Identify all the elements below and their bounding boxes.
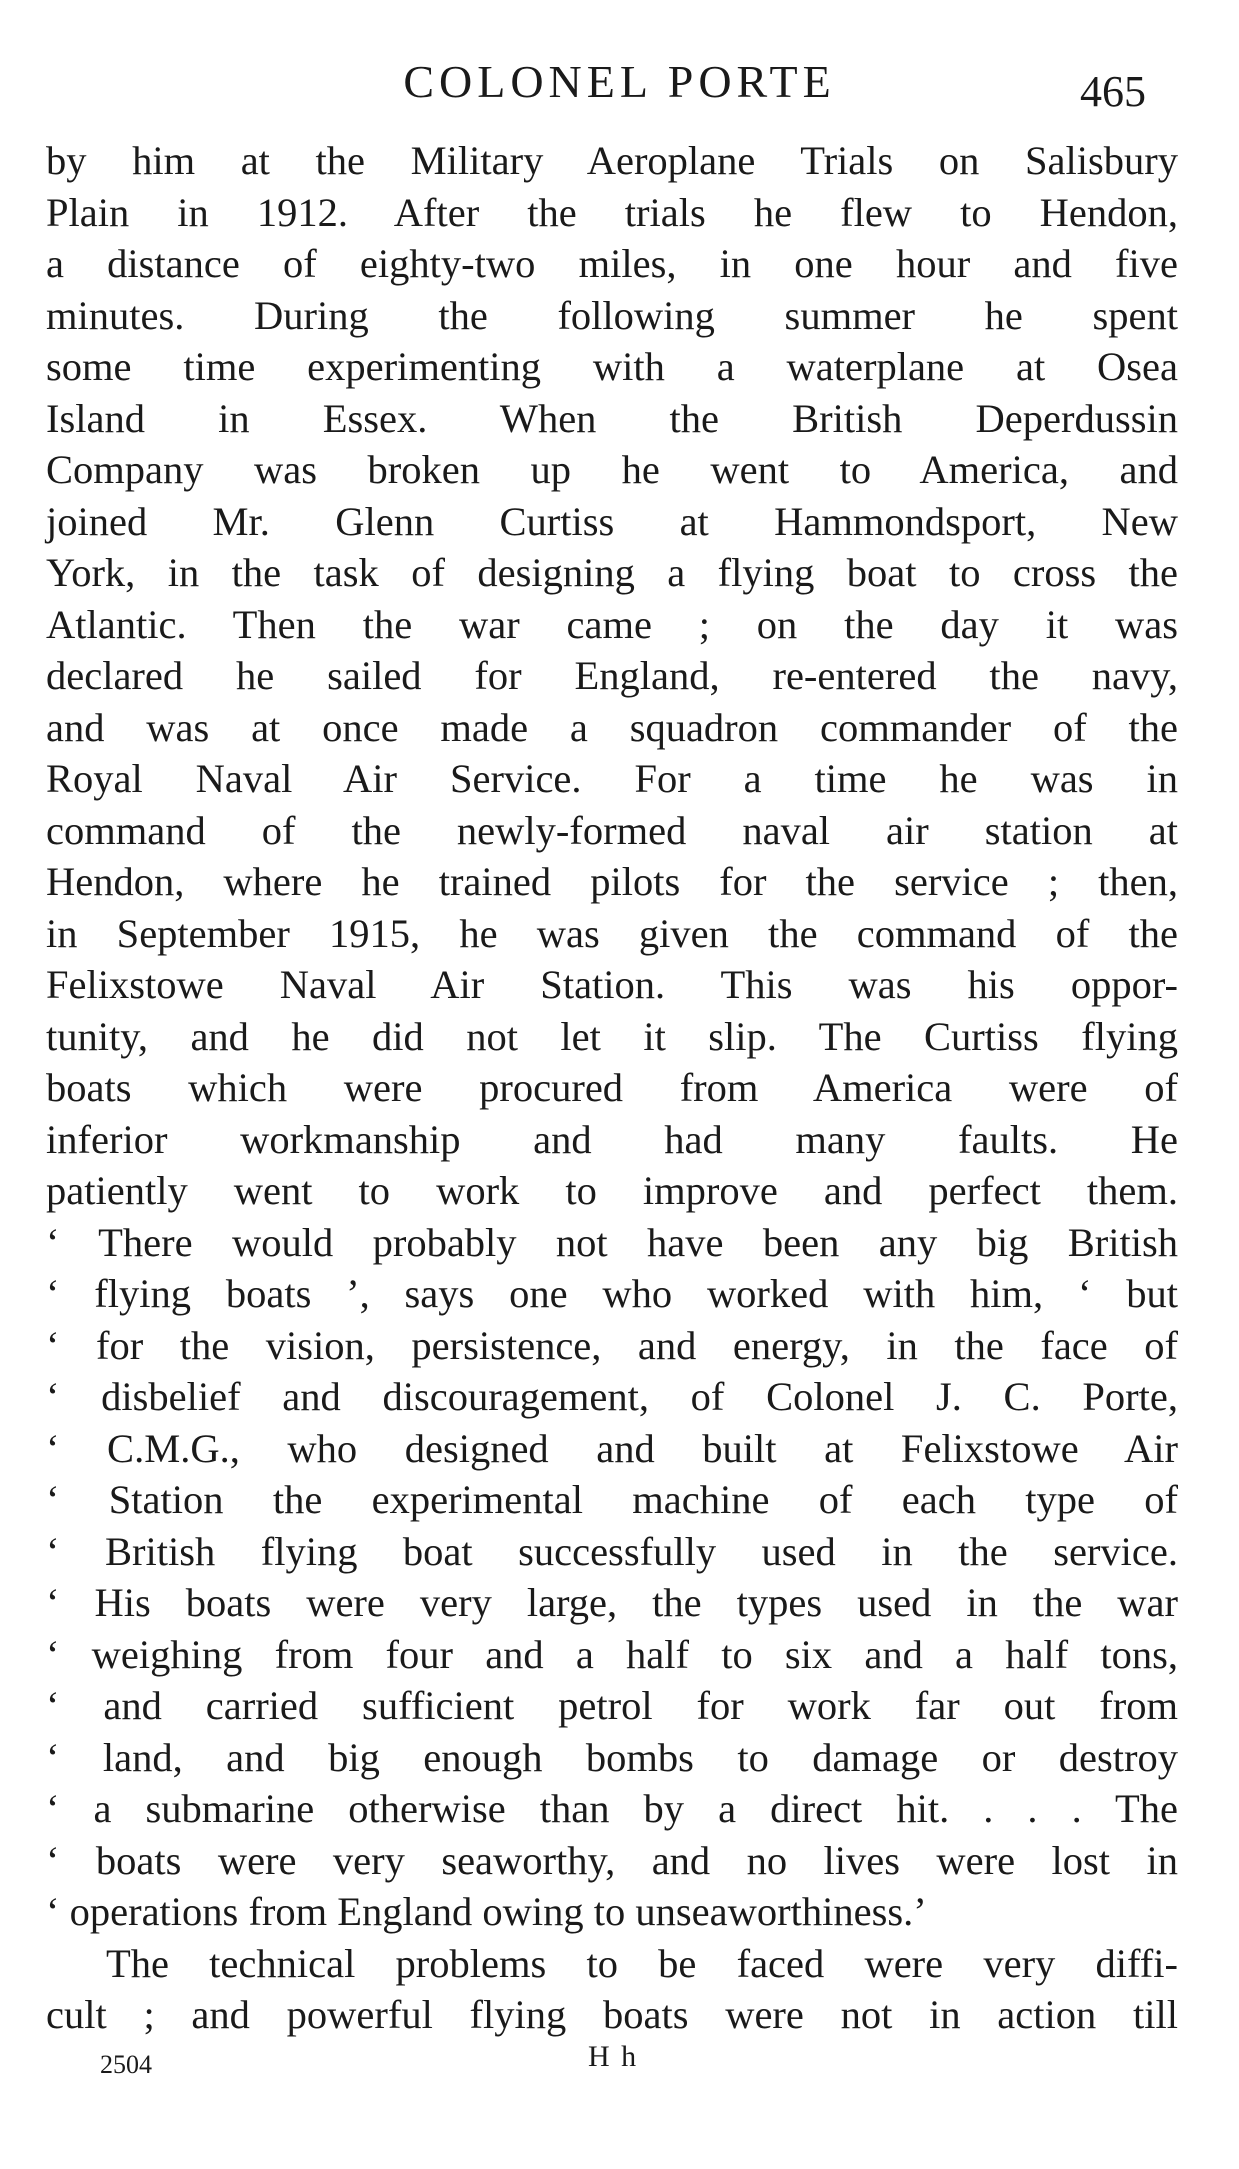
text-line: ‘ British flying boat successfully used in the service. xyxy=(46,1528,1178,1574)
page-header xyxy=(0,52,1239,116)
text-line: ‘ for the vision, persistence, and energy, in the face of xyxy=(46,1322,1178,1368)
gathering-mark: H h xyxy=(588,2040,639,2073)
text-line: York, in the task of designing a flying boat to cross the xyxy=(46,550,1178,595)
text-line: in September 1915, he was given the command of the xyxy=(46,910,1178,956)
text-line: Atlantic. Then the war came ; on the day it was xyxy=(46,601,1178,647)
text-line: ‘ flying boats ’, says one who worked with him, ‘ but xyxy=(46,1271,1178,1316)
page-footer xyxy=(0,2040,1239,2090)
text-line: joined Mr. Glenn Curtiss at Hammondsport, New xyxy=(46,498,1178,544)
printer-signature: 2504 xyxy=(100,2050,152,2079)
text-line: declared he sailed for England, re-entered the navy, xyxy=(46,653,1178,698)
text-line: ‘ Station the experimental machine of each type of xyxy=(46,1477,1178,1522)
text-line: ‘ and carried sufficient petrol for work far out from xyxy=(46,1683,1178,1728)
text-line: ‘ weighing from four and a half to six and a half tons, xyxy=(46,1631,1178,1677)
text-line: inferior workmanship and had many faults. He xyxy=(46,1116,1178,1162)
text-line: tunity, and he did not let it slip. The Curtiss flying xyxy=(46,1013,1178,1059)
paragraph-first-line: The technical problems to be faced were very diffi- xyxy=(106,1940,1178,1986)
text-line: a distance of eighty-two miles, in one hour and five xyxy=(46,241,1178,286)
text-line: by him at the Military Aeroplane Trials on Salisbury xyxy=(46,138,1178,183)
text-line: Plain in 1912. After the trials he flew to Hendon, xyxy=(46,189,1178,235)
text-line: ‘ operations from England owing to unseaworthiness.’ xyxy=(46,1889,927,1934)
text-line: Company was broken up he went to America, and xyxy=(46,447,1178,492)
text-line: ‘ C.M.G., who designed and built at Felixstowe Air xyxy=(46,1425,1178,1471)
text-line: minutes. During the following summer he spent xyxy=(46,292,1178,338)
text-line: cult ; and powerful flying boats were not in action till xyxy=(46,1992,1178,2037)
text-line: and was at once made a squadron commander of the xyxy=(46,704,1178,750)
text-line: command of the newly-formed naval air station at xyxy=(46,807,1178,853)
text-line: Royal Naval Air Service. For a time he was in xyxy=(46,756,1178,801)
text-line: ‘ a submarine otherwise than by a direct hit. . . . The xyxy=(46,1786,1178,1831)
text-line: Island in Essex. When the British Deperdussin xyxy=(46,395,1178,441)
text-line: boats which were procured from America were of xyxy=(46,1065,1178,1110)
text-line: Felixstowe Naval Air Station. This was his oppor- xyxy=(46,962,1178,1007)
text-line: some time experimenting with a waterplane at Osea xyxy=(46,344,1178,389)
text-line: ‘ There would probably not have been any big British xyxy=(46,1219,1178,1265)
running-title: COLONEL PORTE xyxy=(403,56,836,107)
text-line: patiently went to work to improve and perfect them. xyxy=(46,1168,1178,1213)
text-line: Hendon, where he trained pilots for the service ; then, xyxy=(46,859,1178,904)
body-text xyxy=(46,135,1178,2041)
text-line: ‘ land, and big enough bombs to damage or destroy xyxy=(46,1734,1178,1780)
text-line: ‘ boats were very seaworthy, and no lives were lost in xyxy=(46,1837,1178,1883)
text-line: ‘ disbelief and discouragement, of Colonel J. C. Porte, xyxy=(46,1374,1178,1419)
text-line: ‘ His boats were very large, the types used in the war xyxy=(46,1580,1178,1625)
page-number: 465 xyxy=(1080,67,1146,116)
